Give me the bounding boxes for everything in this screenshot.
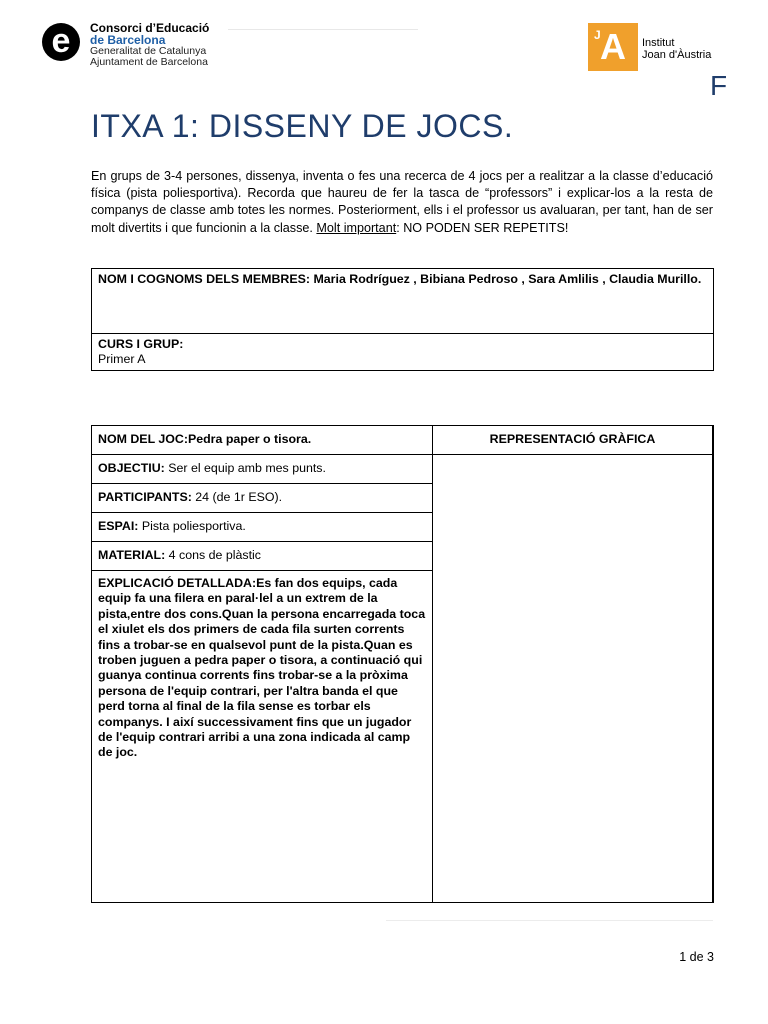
intro-emphasis: Molt important xyxy=(316,220,397,235)
course-cell xyxy=(92,334,714,371)
material-cell xyxy=(92,542,433,571)
consorci-e-icon: e xyxy=(42,23,80,61)
footer-divider xyxy=(386,920,713,921)
space-label: ESPAI: xyxy=(98,519,139,534)
intro-text: En grups de 3-4 persones, dissenya, inventa o fes una recerca de 4 jocs per a realitzar a la classe d’educació física (pista poliesportiva). Recorda que haureu de fer la tasca de “professors” i explicar-los a la resta de companys de classe amb totes les normes. Posteriorment, ells i el professor us avaluaran, per tant, han de ser molt divertits i que funcionin a la classe. xyxy=(91,169,713,235)
space-value: Pista poliesportiva. xyxy=(138,519,246,534)
participants-value: 24 (de 1r ESO). xyxy=(191,490,283,505)
intro-paragraph xyxy=(91,168,713,237)
course-value: Primer A xyxy=(98,352,146,366)
space-cell xyxy=(92,513,433,542)
institut-mark-a: A xyxy=(600,26,626,67)
graphic-representation-cell xyxy=(433,455,714,903)
institut-logo xyxy=(588,23,728,73)
participants-label: PARTICIPANTS: xyxy=(98,490,192,505)
corner-letter: F xyxy=(710,70,728,101)
objective-value: Ser el equip amb mes punts. xyxy=(164,461,326,476)
participants-cell xyxy=(92,484,433,513)
material-value: 4 cons de plàstic xyxy=(165,548,261,563)
page-number: 1 de 3 xyxy=(679,950,714,964)
members-cell: NOM I COGNOMS DELS MEMBRES: Maria Rodríguez , Bibiana Pedroso , Sara Amlilis , Claudia Murillo. xyxy=(92,269,714,334)
consorci-name-line2: de Barcelona xyxy=(90,33,166,47)
consorci-name-line1: Consorci d’Educació xyxy=(90,21,210,35)
game-table xyxy=(91,425,714,903)
graphic-header-cell: REPRESENTACIÓ GRÀFICA xyxy=(433,426,714,455)
game-name-cell: NOM DEL JOC:Pedra paper o tisora. xyxy=(92,426,433,455)
institut-name-line2: Joan d'Àustria xyxy=(642,49,712,61)
course-label: CURS I GRUP: xyxy=(98,337,184,351)
consorci-logo xyxy=(42,22,222,72)
institut-mark-j: J xyxy=(594,28,601,42)
consorci-generalitat: Generalitat de Catalunya xyxy=(90,45,207,57)
objective-cell xyxy=(92,455,433,484)
intro-tail: : NO PODEN SER REPETITS! xyxy=(396,220,569,235)
page-title: ITXA 1: DISSENY DE JOCS. xyxy=(91,108,514,144)
institut-ja-icon xyxy=(588,23,638,71)
consorci-ajuntament: Ajuntament de Barcelona xyxy=(90,56,208,68)
institut-name-line1: Institut xyxy=(642,37,675,49)
explanation-cell: EXPLICACIÓ DETALLADA:Es fan dos equips, cada equip fa una filera en paral·lel a un extrem de la pista,entre dos cons.Quan la persona encarregada toca el xiulet els dos primers de cada fila surten corrents fins a trobar-se en qualsevol punt de la pista.Quan es troben juguen a pedra paper o tisora, a continuació qui guanya continua corrents fins trobar-se a la pròxima persona de l'equip contrari, per l'altra banda el que perd torna al final de la fila sense es torbar els companys. I així successivament fins que un jugador de l'equip contrari arribi a una zona indicada al camp de joc. xyxy=(92,571,433,903)
material-label: MATERIAL: xyxy=(98,548,166,563)
header-divider xyxy=(228,29,418,30)
objective-label: OBJECTIU: xyxy=(98,461,165,476)
members-table xyxy=(91,268,714,371)
